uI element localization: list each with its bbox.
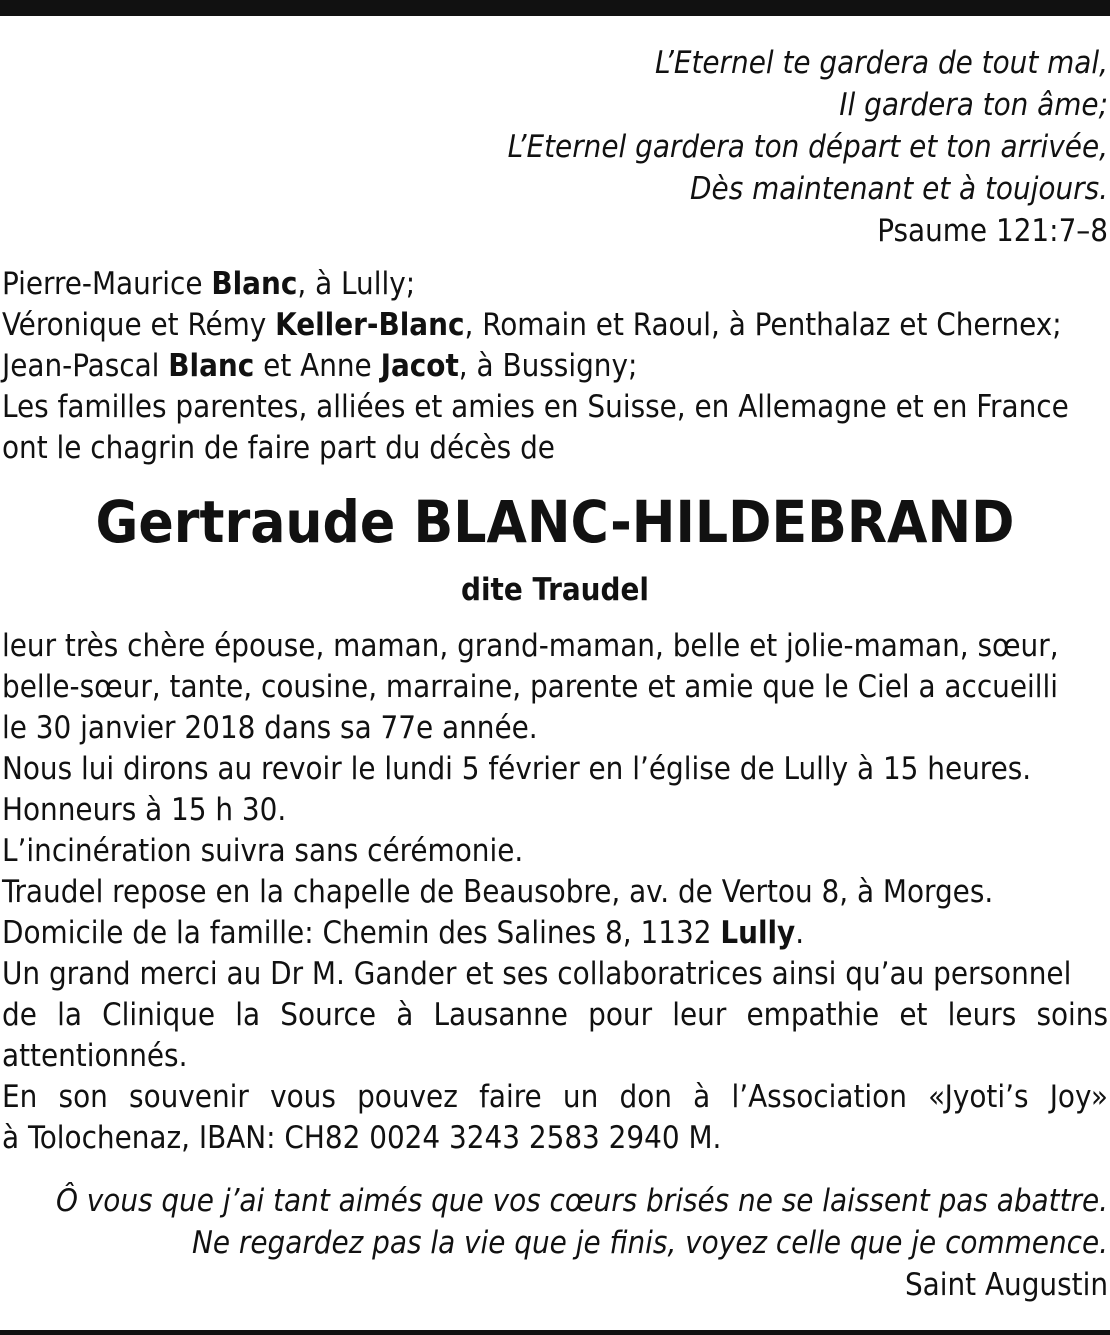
deceased-nickname: dite Traudel (461, 572, 649, 608)
thanks-line: attentionnés. (2, 1038, 188, 1074)
verse-citation: Psaume 121:7–8 (877, 213, 1108, 249)
ceremony-line: Nous lui dirons au revoir le lundi 5 février en l’église de Lully à 15 heures. (2, 751, 1032, 787)
quote-line: Ô vous que j’ai tant aimés que vos cœurs brisés ne se laissent pas abattre. (55, 1183, 1108, 1219)
verse-line: L’Eternel te gardera de tout mal, (655, 45, 1108, 81)
verse-line: Dès maintenant et à toujours. (690, 171, 1108, 207)
description-line: leur très chère épouse, maman, grand-maman, belle et jolie-maman, sœur, (2, 628, 1059, 664)
deceased-name: Gertraude BLANC-HILDEBRAND (95, 488, 1015, 556)
top-border (0, 0, 1110, 16)
thanks-line: de la Clinique la Source à Lausanne pour leur empathie et leurs soins (2, 997, 1108, 1033)
verse-line: Il gardera ton âme; (839, 87, 1108, 123)
domicile-line (2, 913, 1108, 954)
verse-line: L’Eternel gardera ton départ et ton arrivée, (507, 129, 1108, 165)
family-surname: Keller-Blanc (275, 307, 465, 343)
family-location: , à Bussigny; (458, 348, 638, 384)
closing-quote (56, 1180, 1108, 1306)
family-name-prefix: Jean-Pascal (2, 348, 169, 384)
notice-body (2, 626, 1108, 1159)
rest-place-line: Traudel repose en la chapelle de Beausobre, av. de Vertou 8, à Morges. (2, 874, 994, 910)
family-name-prefix: Pierre-Maurice (2, 266, 212, 302)
bottom-border (0, 1330, 1110, 1335)
quote-line: Ne regardez pas la vie que je finis, voyez celle que je commence. (192, 1225, 1108, 1261)
family-location: , à Lully; (297, 266, 416, 302)
honours-line: Honneurs à 15 h 30. (2, 792, 287, 828)
family-line (2, 264, 1108, 305)
quote-citation: Saint Augustin (904, 1267, 1108, 1303)
family-surname: Blanc (211, 266, 298, 302)
cremation-line: L’incinération suivra sans cérémonie. (2, 833, 524, 869)
psalm-verse (508, 42, 1108, 252)
family-line (2, 346, 1108, 387)
family-announcement (2, 264, 1108, 469)
domicile-town: Lully (720, 915, 796, 951)
domicile-address: Domicile de la famille: Chemin des Salines 8, 1132 (2, 915, 721, 951)
description-line: belle-sœur, tante, cousine, marraine, parente et amie que le Ciel a accueilli (2, 669, 1059, 705)
family-line (2, 305, 1108, 346)
family-surname: Jacot (380, 348, 459, 384)
family-name-middle: et Anne (254, 348, 381, 384)
domicile-end: . (795, 915, 805, 951)
family-line: Les familles parentes, alliées et amies en Suisse, en Allemagne et en France (2, 389, 1069, 425)
thanks-line: Un grand merci au Dr M. Gander et ses collaboratrices ainsi qu’au personnel (2, 956, 1072, 992)
donation-line: à Tolochenaz, IBAN: CH82 0024 3243 2583 2940 M. (2, 1120, 722, 1156)
description-line: le 30 janvier 2018 dans sa 77e année. (2, 710, 538, 746)
family-surname: Blanc (168, 348, 255, 384)
announcement-line: ont le chagrin de faire part du décès de (2, 430, 555, 466)
family-location: , Romain et Raoul, à Penthalaz et Chernex; (464, 307, 1062, 343)
donation-line: En son souvenir vous pouvez faire un don à l’Association «Jyoti’s Joy» (2, 1079, 1108, 1115)
family-name-prefix: Véronique et Rémy (2, 307, 276, 343)
